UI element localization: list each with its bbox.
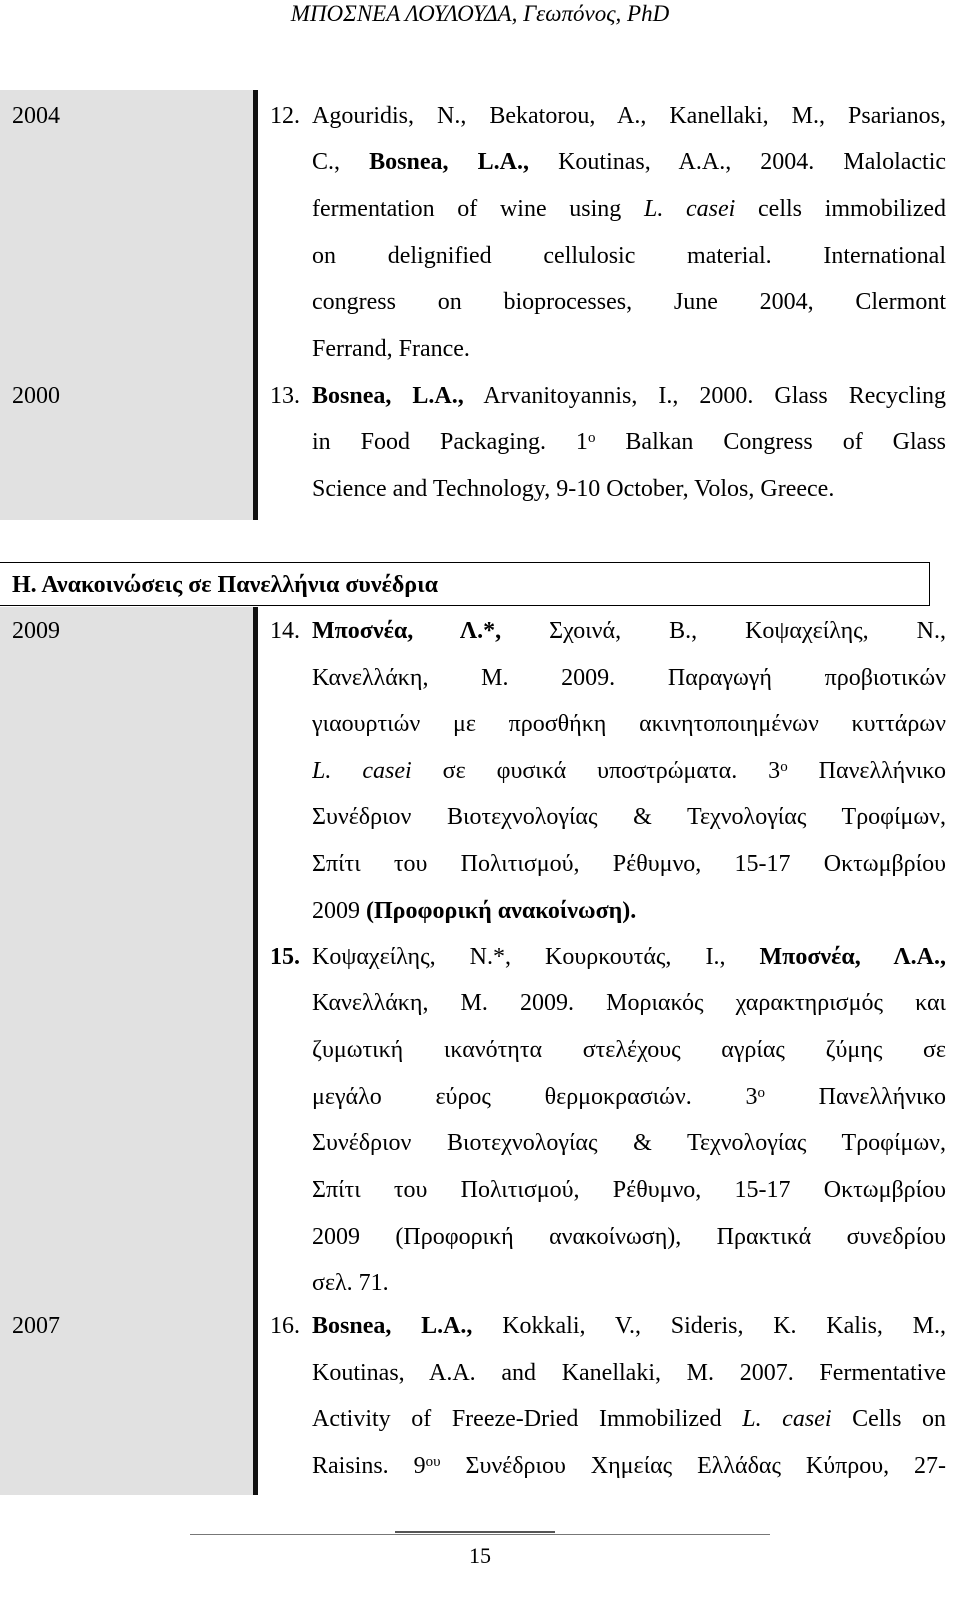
year-label: 2004 xyxy=(12,103,60,129)
entry-line: Agouridis, N., Bekatorou, A., Kanellaki, M., Psarianos, xyxy=(312,103,946,129)
header-title: ΜΠΟΣΝΕΑ ΛΟΥΛΟΥΔΑ, Γεωπόνος, PhD xyxy=(290,1,670,26)
entry-number: 16. xyxy=(270,1313,300,1339)
entry-line: Bosnea, L.A., Arvanitoyannis, I., 2000. Glass Recycling xyxy=(312,383,946,409)
entry-number: 14. xyxy=(270,618,300,644)
year-label: 2000 xyxy=(12,383,60,409)
entry-line: Συνέδριον Βιοτεχνολογίας & Τεχνολογίας Τροφίμων, xyxy=(312,1130,946,1156)
entry-line: 2009 (Προφορική ανακοίνωση), Πρακτικά συνεδρίου xyxy=(312,1224,946,1250)
year-label: 2009 xyxy=(12,618,60,644)
entry-line: Συνέδριον Βιοτεχνολογίας & Τεχνολογίας Τροφίμων, xyxy=(312,804,946,830)
section-heading xyxy=(0,562,930,606)
publications-block-2 xyxy=(0,607,960,1495)
vertical-rule xyxy=(253,90,258,520)
entry-line: ζυμωτική ικανότητα στελέχους αγρίας ζύμης σε xyxy=(312,1037,946,1063)
entry-line: Koutinas, A.A. and Kanellaki, M. 2007. Fermentative xyxy=(312,1360,946,1386)
entry-number: 13. xyxy=(270,383,300,409)
entry-line: in Food Packaging. $1^o$ Balkan Congress of Glass xyxy=(312,429,946,455)
year-column xyxy=(0,90,258,520)
publications-block-1 xyxy=(0,90,960,520)
entry-line: Ferrand, France. xyxy=(312,336,470,362)
entry-line: Bosnea, L.A., Kokkali, V., Sideris, K. Kalis, M., xyxy=(312,1313,946,1339)
entry-line: L. casei σε φυσικά υποστρώματα. $3^o$ Πανελλήνικο xyxy=(312,758,946,784)
entry-line: 2009 (Προφορική ανακοίνωση). xyxy=(312,898,637,924)
entry-line: congress on bioprocesses, June 2004, Clermont xyxy=(312,289,946,315)
entry-line: Activity of Freeze-Dried Immobilized L. casei Cells on xyxy=(312,1406,946,1432)
footer-divider xyxy=(190,1534,770,1535)
entry-line: γιαουρτιών με προσθήκη ακινητοποιημένων κυττάρων xyxy=(312,711,946,737)
year-column xyxy=(0,607,258,1495)
entry-line: Science and Technology, 9-10 October, Volos, Greece. xyxy=(312,476,835,502)
entry-line: Κανελλάκη, Μ. 2009. Μοριακός χαρακτηρισμός και xyxy=(312,990,946,1016)
section-title: Η. Ανακοινώσεις σε Πανελλήνια συνέδρια xyxy=(12,572,438,598)
year-label: 2007 xyxy=(12,1313,60,1339)
footer-divider-accent xyxy=(395,1531,555,1533)
entry-line: Σπίτι του Πολιτισμού, Ρέθυμνο, 15-17 Οκτωμβρίου xyxy=(312,1177,946,1203)
entry-line: on delignified cellulosic material. International xyxy=(312,243,946,269)
entry-line: Κοψαχείλης, Ν.*, Κουρκουτάς, Ι., Μποσνέα, Λ.Α., xyxy=(312,944,946,970)
entry-line: fermentation of wine using L. casei cells immobilized xyxy=(312,196,946,222)
entry-line: μεγάλο εύρος θερμοκρασιών. $3^o$ Πανελλήνικο xyxy=(312,1084,946,1110)
entry-line: Raisins. $9^{o\upsilon}$ Συνέδριου Χημείας Ελλάδας Κύπρου, 27- xyxy=(312,1453,946,1479)
entry-line: Σπίτι του Πολιτισμού, Ρέθυμνο, 15-17 Οκτωμβρίου xyxy=(312,851,946,877)
page-header xyxy=(0,0,960,40)
vertical-rule xyxy=(253,607,258,1495)
entry-number: 12. xyxy=(270,103,300,129)
entry-line: Μποσνέα, Λ.*, Σχοινά, Β., Κοψαχείλης, Ν., xyxy=(312,618,946,644)
entry-line: σελ. 71. xyxy=(312,1270,389,1296)
entry-number: 15. xyxy=(270,944,300,970)
entry-line: Κανελλάκη, Μ. 2009. Παραγωγή προβιοτικών xyxy=(312,665,946,691)
entry-line: C., Bosnea, L.A., Koutinas, A.A., 2004. Malolactic xyxy=(312,149,946,175)
page-number: 15 xyxy=(469,1543,491,1568)
